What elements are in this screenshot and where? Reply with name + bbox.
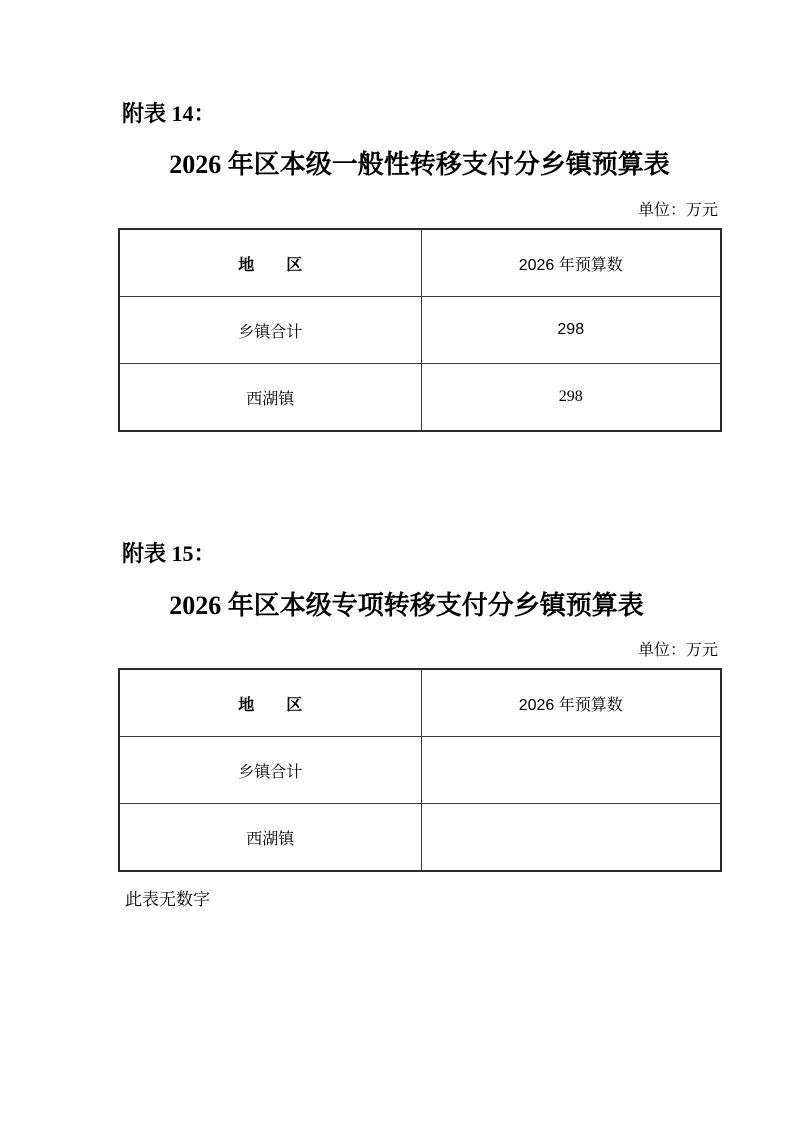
table-14-header-region: 地 区: [119, 229, 421, 297]
table-14-row-total: [119, 297, 721, 364]
table-15-total-region-cell: 乡镇合计: [119, 737, 421, 804]
table-15-row-xihu: [119, 804, 721, 872]
table-14-total-region-cell: 乡镇合计: [119, 297, 421, 364]
table-15-row-total: [119, 737, 721, 804]
table-14-header-row: [119, 229, 721, 297]
unit-label-15: 单位：万元: [637, 642, 718, 659]
table-15-total-value-cell: [421, 737, 721, 804]
appendix-15-label: 附表 15：: [122, 541, 216, 566]
budget-table-15: [118, 668, 722, 872]
table-14-xihu-region-cell: 西湖镇: [119, 364, 421, 432]
table-14-total-value-cell: 298: [421, 297, 721, 364]
table-15-xihu-value-cell: [421, 804, 721, 872]
table-14-title: 2026 年区本级一般性转移支付分乡镇预算表: [169, 150, 670, 179]
table-15-xihu-region-cell: 西湖镇: [119, 804, 421, 872]
no-data-footnote: 此表无数字: [125, 890, 210, 909]
table-15-title: 2026 年区本级专项转移支付分乡镇预算表: [169, 591, 644, 620]
table-15-header-budget: 2026 年预算数: [421, 669, 721, 737]
unit-label-14: 单位：万元: [637, 202, 718, 219]
appendix-14-label: 附表 14：: [122, 101, 216, 126]
table-14-xihu-value-cell: 298: [421, 364, 721, 432]
table-14-header-budget: 2026 年预算数: [421, 229, 721, 297]
table-14-row-xihu: [119, 364, 721, 432]
budget-table-14: [118, 228, 722, 432]
table-15-header-row: [119, 669, 721, 737]
table-15-header-region: 地 区: [119, 669, 421, 737]
